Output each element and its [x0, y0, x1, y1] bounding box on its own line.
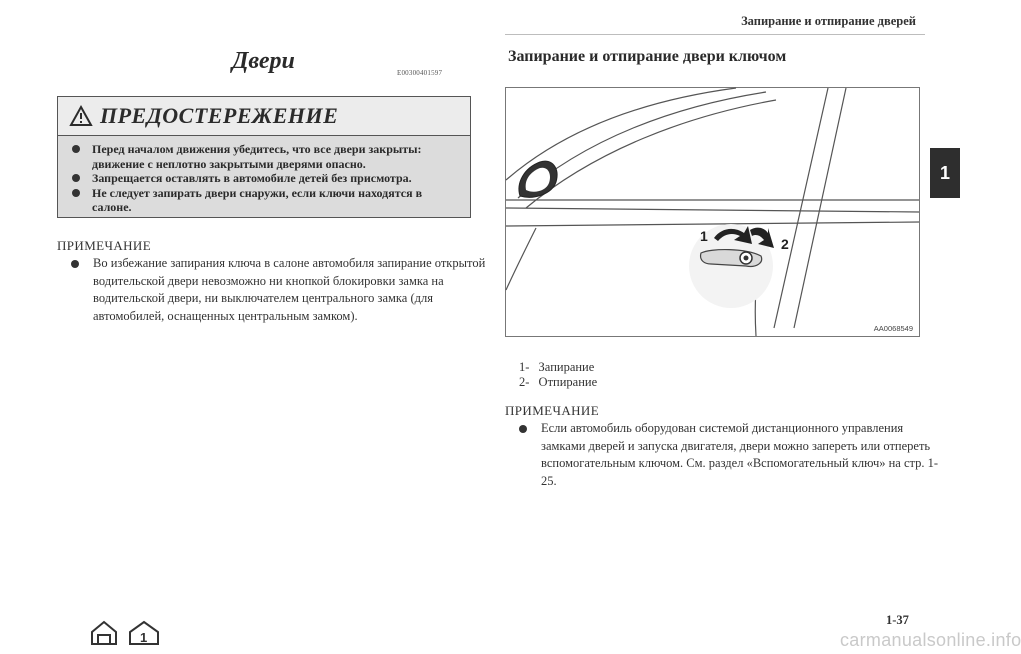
section-title: Двери: [232, 48, 295, 74]
figure-code: AA0068549: [873, 324, 913, 333]
running-header: Запирание и отпирание дверей: [741, 14, 916, 28]
callout-2: 2: [781, 236, 789, 252]
nav-home-icons[interactable]: [89, 619, 163, 647]
warning-heading: ПРЕДОСТЕРЕЖЕНИЕ: [100, 103, 339, 128]
warning-box: [57, 96, 471, 218]
legend-number: 1-: [519, 360, 530, 374]
header-rule: [505, 34, 925, 35]
subsection-title: Запирание и отпирание двери ключом: [508, 48, 787, 65]
page-number: 1-37: [886, 613, 909, 627]
warning-item: Перед началом движения убедитесь, что все двери закрыты: движение с неплотно закрытыми дверями опасно.: [72, 142, 462, 171]
warning-header: [58, 97, 470, 136]
note-text: Во избежание запирания ключа в салоне автомобиля запирание открытой водительской двери невозможно ни кнопкой блокировки замка на водительской двери, ни выключателем центрального замка (для автомобилей, оснащенных центральным замком).: [71, 255, 491, 325]
door-illustration: [505, 87, 920, 337]
legend-text: Запирание: [538, 360, 595, 374]
warning-triangle-icon: [70, 106, 92, 126]
legend-number: 2-: [519, 375, 530, 389]
legend-item: [519, 375, 597, 390]
callout-1: 1: [700, 228, 708, 244]
note-label-right: ПРИМЕЧАНИЕ: [505, 403, 600, 418]
legend-item: [519, 360, 594, 375]
mirror-shape: [519, 161, 557, 197]
watermark: carmanualsonline.info: [840, 630, 1021, 650]
warning-item: Запрещается оставлять в автомобиле детей без присмотра.: [72, 171, 462, 186]
section-code: E00300401597: [397, 69, 443, 77]
warning-list: [58, 136, 470, 215]
note-label: ПРИМЕЧАНИЕ: [57, 238, 152, 253]
warning-item: Не следует запирать двери снаружи, если ключи находятся в салоне.: [72, 186, 462, 215]
legend-text: Отпирание: [538, 375, 598, 389]
chapter-tab[interactable]: 1: [930, 148, 960, 198]
chapter-number-icon-text: 1: [140, 630, 148, 645]
door-drawing: [506, 88, 919, 336]
note-text-right: Если автомобиль оборудован системой дистанционного управления замками дверей и запуска двигателя, двери можно запереть или отпереть вспомогательным ключом. См. раздел «Вспомогательный ключ» на стр. 1-25.: [519, 420, 939, 490]
